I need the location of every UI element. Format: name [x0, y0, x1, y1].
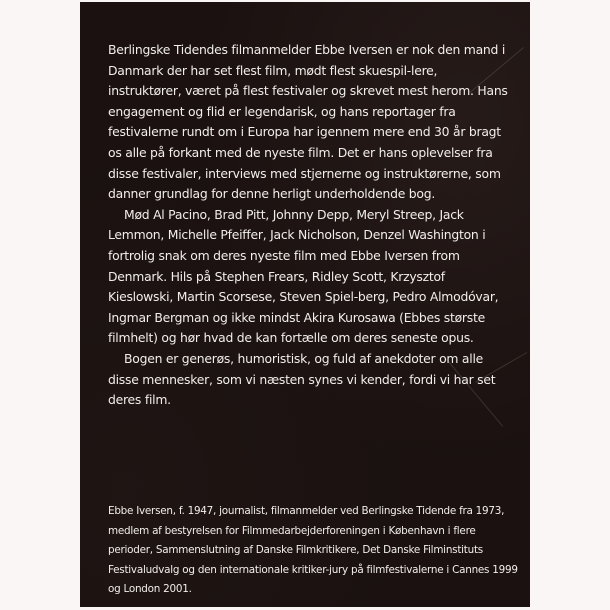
book-back-cover — [80, 2, 530, 607]
author-bio: Ebbe Iversen, f. 1947, journalist, filmanmelder ved Berlingske Tidende fra 1973, medlem af bestyrelsen for Filmmedarbejderforeningen i København i flere perioder, Sammenslutning af Danske Filmkritikere, Det Danske Filminstituts Festivaludvalg og den internationale kritiker-jury på filmfestivalerne i Cannes 1999 og London 2001. — [108, 505, 518, 595]
description-paragraph-3: Bogen er generøs, humoristisk, og fuld af anekdoter om alle disse mennesker, som vi næsten synes vi kender, fordi vi har set deres film. — [108, 350, 496, 408]
description-paragraph-2: Mød Al Pacino, Brad Pitt, Johnny Depp, Meryl Streep, Jack Lemmon, Michelle Pfeiffer, Jack Nicholson, Denzel Washington i fortrolig snak om deres nyeste film med Ebbe Iversen from Denmark. Hils på Stephen Frears, Ridley Scott, Krzysztof Kieslowski, Martin Scorsese, Steven Spiel-berg, Pedro Almodóvar, Ingmar Bergman og ikke mindst Akira Kurosawa (Ebbes største filmhelt) og hør hvad de kan fortælle om deres seneste opus. — [108, 206, 499, 346]
description-paragraph-1: Berlingske Tidendes filmanmelder Ebbe Iversen er nok den mand i Danmark der har set flest film, mødt flest skuespil-lere, instruktører, været på flest festivaler og skrevet mest herom. Hans engagement og flid er legendarisk, og hans reportager fra festivalerne rundt om i Europa har igennem mere end 30 år bragt os alle på forkant med de nyeste film. Det er hans oplevelser fra disse festivaler, interviews med stjernerne og instruktørerne, som danner grundlag for denne herligt underholdende bog. — [108, 42, 508, 202]
book-description — [108, 40, 508, 411]
